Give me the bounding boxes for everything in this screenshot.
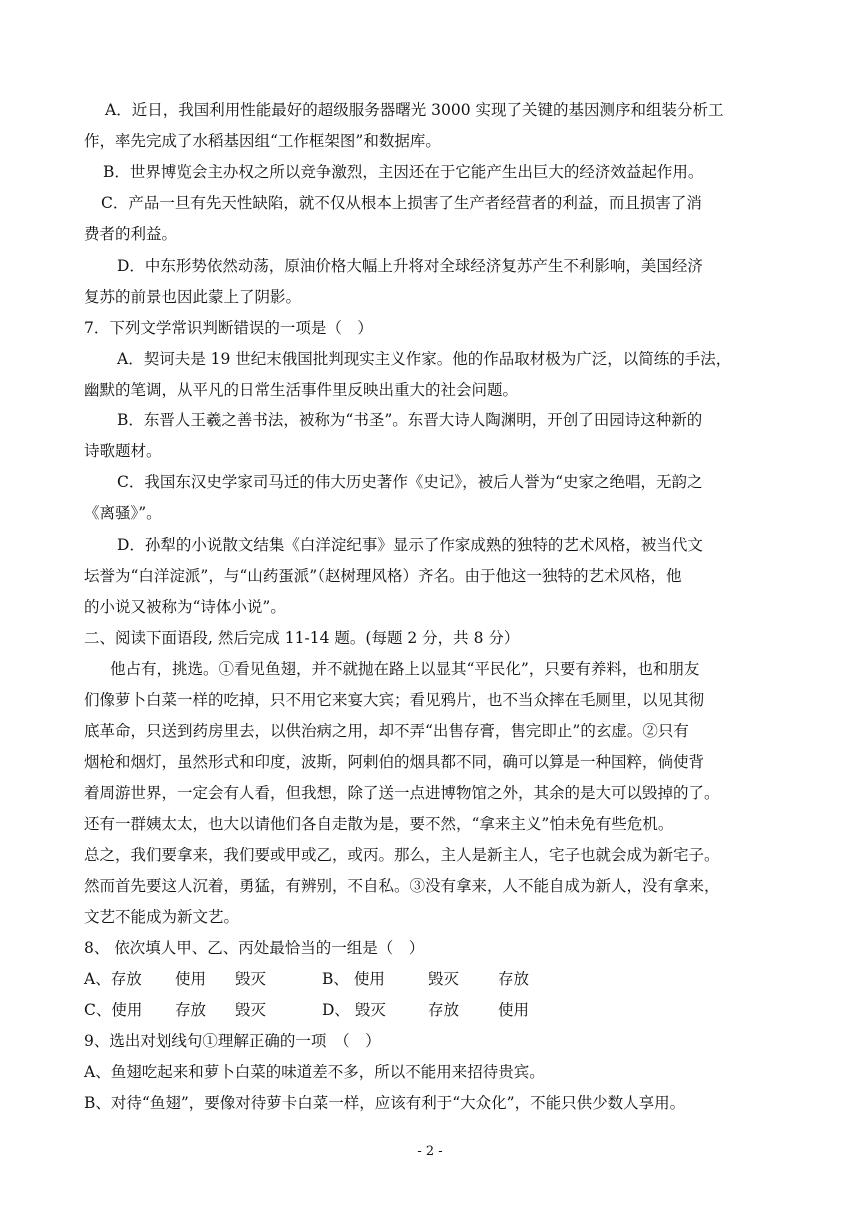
q8-row2-col2: 存放 — [175, 1001, 207, 1019]
q6-option-c-line1: C．产品一旦有先天性缺陷，就不仅从根本上损害了生产者经营者的利益，而且损害了消 — [101, 194, 702, 212]
q7-option-b-line2: 诗歌题材。 — [84, 442, 162, 460]
q8-row2-col4: D、 毁灭 — [322, 1001, 386, 1019]
q8-row2-col3: 毁灭 — [235, 1001, 267, 1019]
q8-row1-col3: 毁灭 — [235, 970, 267, 988]
q8-row1-col6: 存放 — [498, 970, 530, 988]
q8-row1-col4: B、 使用 — [322, 970, 385, 988]
q6-option-c-line2: 费者的利益。 — [84, 225, 178, 243]
q7-stem: 7．下列文学常识判断错误的一项是（ ） — [84, 319, 373, 337]
passage-line-4: 烟枪和烟灯，虽然形式和印度，波斯，阿剌伯的烟具都不同，确可以算是一种国粹，倘使背 — [84, 753, 705, 771]
passage-line-9: 文艺不能成为新文艺。 — [84, 908, 240, 926]
passage-line-8: 然而首先要这人沉着，勇猛，有辨别，不自私。③没有拿来，人不能自成为新人，没有拿来， — [84, 877, 720, 895]
q9-option-a: A、鱼翅吃起来和萝卜白菜的味道差不多，所以不能用来招待贵宾。 — [84, 1063, 545, 1081]
q8-row1-col1: A、存放 — [84, 970, 142, 988]
section2-heading: 二、阅读下面语段, 然后完成 11-14 题。(每题 2 分，共 8 分） — [84, 629, 520, 647]
passage-line-1: 他占有，挑选。①看见鱼翅，并不就抛在路上以显其“平民化”，只要有养料，也和朋友 — [110, 660, 700, 678]
q8-stem: 8、 依次填人甲、乙、丙处最恰当的一组是（ ） — [84, 939, 425, 957]
q7-option-a-line1: A．契诃夫是 19 世纪末俄国批判现实主义作家。他的作品取材极为广泛，以简练的手法， — [117, 350, 732, 368]
q8-row1-col5: 毁灭 — [428, 970, 460, 988]
q6-option-d-line1: D．中东形势依然动荡，原油价格大幅上升将对全球经济复苏产生不利影响，美国经济 — [117, 257, 703, 275]
q6-option-a-line2: 作，率先完成了水稻基因组“工作框架图”和数据库。 — [84, 132, 441, 150]
q8-row2-col5: 存放 — [428, 1001, 460, 1019]
q9-stem: 9、选出对划线句①理解正确的一项 （ ） — [84, 1032, 381, 1050]
passage-line-2: 们像萝卜白菜一样的吃掉，只不用它来宴大宾；看见鸦片，也不当众摔在毛厕里，以见其彻 — [84, 691, 705, 709]
q7-option-c-line2: 《离骚》”。 — [84, 504, 162, 522]
q7-option-a-line2: 幽默的笔调，从平凡的日常生活事件里反映出重大的社会问题。 — [84, 381, 519, 399]
q6-option-a-line1: A．近日，我国利用性能最好的超级服务器曙光 3000 实现了关键的基因测序和组装分析工 — [105, 101, 724, 119]
q9-option-b: B、对待“鱼翅”，要像对待萝卡白菜一样，应该有利于“大众化”，不能只供少数人享用。 — [84, 1094, 686, 1112]
q7-option-d-line1: D．孙犁的小说散文结集《白洋淀纪事》显示了作家成熟的独特的艺术风格，被当代文 — [117, 536, 703, 554]
q8-row2-col1: C、使用 — [84, 1001, 143, 1019]
page-number: - 2 - — [417, 1144, 443, 1159]
q8-row1-col2: 使用 — [175, 970, 207, 988]
passage-line-6: 还有一群姨太太，也大以请他们各自走散为是，要不然，“拿来主义”怕未免有些危机。 — [84, 815, 674, 833]
q7-option-d-line2: 坛誉为“白洋淀派”，与“山药蛋派”（赵树理风格）齐名。由于他这一独特的艺术风格，他 — [84, 567, 682, 585]
passage-line-3: 底革命，只送到药房里去，以供治病之用，却不弄“出售存膏，售完即止”的玄虚。②只有 — [84, 722, 689, 740]
q7-option-b-line1: B．东晋人王羲之善书法，被称为“书圣”。东晋大诗人陶渊明，开创了田园诗这种新的 — [117, 411, 703, 429]
q6-option-d-line2: 复苏的前景也因此蒙上了阴影。 — [84, 288, 302, 306]
q6-option-b: B．世界博览会主办权之所以竞争激烈，主因还在于它能产生出巨大的经济效益起作用。 — [103, 163, 704, 181]
q8-row2-col6: 使用 — [498, 1001, 530, 1019]
passage-line-5: 着周游世界，一定会有人看，但我想，除了送一点进博物馆之外，其余的是大可以毁掉的了。 — [84, 784, 720, 802]
passage-line-7: 总之，我们要拿来，我们要或甲或乙，或丙。那么，主人是新主人，宅子也就会成为新宅子。 — [84, 846, 720, 864]
q7-option-c-line1: C．我国东汉史学家司马迁的伟大历史著作《史记》，被后人誉为“史家之绝唱，无韵之 — [117, 473, 703, 491]
q7-option-d-line3: 的小说又被称为“诗体小说”。 — [84, 598, 286, 616]
